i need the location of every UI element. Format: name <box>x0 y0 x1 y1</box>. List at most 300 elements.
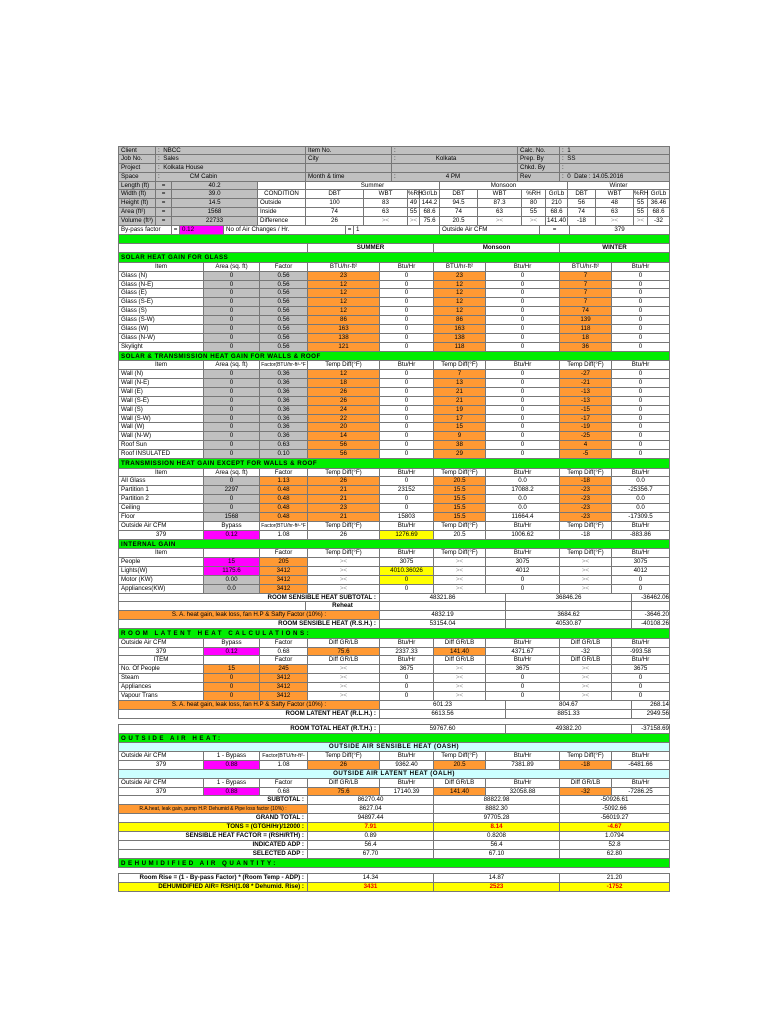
wall-row-cell[interactable]: 0 <box>204 441 260 449</box>
wall-row-cell[interactable]: 0.36 <box>260 423 308 431</box>
wall-row-cell[interactable]: 13 <box>434 379 486 387</box>
wall-row-cell[interactable]: 0.36 <box>260 388 308 396</box>
glass-row-cell[interactable]: 0.56 <box>260 307 308 315</box>
glass-row-cell[interactable]: 74 <box>560 307 612 315</box>
internal-row-cell: 3075 <box>380 558 434 566</box>
wall-row-cell: 0 <box>486 415 560 423</box>
wall-row-cell[interactable]: -21 <box>560 379 612 387</box>
trans-row-cell: Partition 1 <box>118 486 204 494</box>
internal-row-cell: >< <box>434 576 486 584</box>
glass-row-cell[interactable]: 18 <box>560 334 612 342</box>
wall-row-cell[interactable]: 15 <box>434 423 486 431</box>
trans-row-cell[interactable]: 1568 <box>204 513 260 521</box>
wall-row-cell[interactable]: 0.36 <box>260 397 308 405</box>
wall-row-cell[interactable]: 14 <box>308 432 380 440</box>
latent-row-cell: 0 <box>486 692 560 700</box>
wall-row-cell[interactable]: 56 <box>308 441 380 449</box>
wall-row-cell[interactable]: 0.36 <box>260 415 308 423</box>
glass-row-cell[interactable]: 7 <box>560 289 612 297</box>
internal-header-row: Item Factor Temp Diff(°F) Btu/Hr Temp Diff(°F) Btu/Hr Temp Diff(°F) Btu/Hr <box>118 549 670 558</box>
selected-adp-row: SELECTED ADP : 67.70 67.10 62.80 <box>118 850 670 859</box>
internal-row-cell: Appliances(KW) <box>118 585 204 593</box>
glass-row-cell: 0 <box>486 343 560 351</box>
latent-row-cell: Steam <box>118 674 204 682</box>
trans-row-cell[interactable]: 0 <box>204 495 260 503</box>
dehum-section-title: DEHUMIDIFIED AIR QUANTITY: <box>118 859 670 869</box>
wall-row-cell[interactable]: -15 <box>560 406 612 414</box>
trans-oa-header-row: Outside Air CFM Bypass Factor(BTU/hr-ft²-°F Temp Diff(°F) Btu/Hr Temp Diff(°F) Btu/Hr Temp Diff(°F) Btu/Hr <box>118 522 670 531</box>
indicated-adp-row: INDICATED ADP : 56.4 56.4 52.8 <box>118 841 670 850</box>
latent-row-cell[interactable]: 0 <box>204 674 260 682</box>
glass-row-cell[interactable]: 12 <box>308 307 380 315</box>
glass-row-cell[interactable]: 0 <box>204 316 260 324</box>
glass-row-cell[interactable]: 121 <box>308 343 380 351</box>
wall-row-cell[interactable]: 0 <box>204 415 260 423</box>
glass-row-cell: 0 <box>486 334 560 342</box>
glass-row-cell[interactable]: 139 <box>560 316 612 324</box>
latent-row-cell[interactable]: 0 <box>204 692 260 700</box>
internal-row-cell: 4010.36026 <box>380 567 434 575</box>
glass-row-cell[interactable]: 86 <box>308 316 380 324</box>
internal-row-cell[interactable]: 3412 <box>260 585 308 593</box>
wall-row-cell[interactable]: 22 <box>308 415 380 423</box>
internal-row-cell: >< <box>308 585 380 593</box>
glass-row-cell[interactable]: 12 <box>308 298 380 306</box>
wall-row-cell[interactable]: 0 <box>204 423 260 431</box>
internal-row <box>118 558 670 567</box>
trans-row <box>118 513 670 522</box>
wall-row-cell[interactable]: 0 <box>204 450 260 458</box>
wall-row-cell: Wall (N-E) <box>118 379 204 387</box>
trans-row-cell[interactable]: 0 <box>204 504 260 512</box>
latent-row-cell: 0 <box>380 674 434 682</box>
latent-row <box>118 665 670 674</box>
glass-row-cell[interactable]: 0.56 <box>260 272 308 280</box>
wall-row-cell[interactable]: 29 <box>434 450 486 458</box>
latent-row <box>118 692 670 701</box>
glass-row-cell: 0 <box>612 272 670 280</box>
glass-row-cell: 0 <box>612 307 670 315</box>
glass-row-cell: 0 <box>380 281 434 289</box>
wall-row-cell[interactable]: -19 <box>560 423 612 431</box>
wall-row-cell[interactable]: 21 <box>434 397 486 405</box>
glass-row-cell: Glass (S) <box>118 307 204 315</box>
glass-row-cell[interactable]: 12 <box>308 289 380 297</box>
trans-row-cell: 0.0 <box>486 504 560 512</box>
wall-row-cell: 0 <box>612 432 670 440</box>
wall-row-cell[interactable]: 0 <box>204 388 260 396</box>
glass-row-cell[interactable]: 0.56 <box>260 298 308 306</box>
glass-row-cell[interactable]: 0 <box>204 272 260 280</box>
wall-row-cell[interactable]: 26 <box>308 388 380 396</box>
trans-row-cell[interactable]: 20.5 <box>434 477 486 485</box>
wall-row-cell[interactable]: 18 <box>308 379 380 387</box>
latent-row-cell: >< <box>434 665 486 673</box>
glass-row-cell: 0 <box>612 316 670 324</box>
glass-row-cell[interactable]: 86 <box>434 316 486 324</box>
internal-section-title: INTERNAL GAIN <box>118 540 670 550</box>
wall-row-cell: 0 <box>486 388 560 396</box>
internal-row-cell: >< <box>560 576 612 584</box>
trans-row-cell[interactable]: -23 <box>560 495 612 503</box>
room-rise-row: Room Rise = (1 - By-pass Factor) * (Room Temp - ADP) : 14.34 14.87 21.20 <box>118 874 670 883</box>
trans-row-cell[interactable]: -23 <box>560 486 612 494</box>
wall-row-cell: Roof Sun <box>118 441 204 449</box>
wall-row-cell: 0 <box>612 450 670 458</box>
glass-row-cell[interactable]: 0 <box>204 289 260 297</box>
glass-row-cell[interactable]: 138 <box>434 334 486 342</box>
glass-row-cell: 0 <box>380 334 434 342</box>
latent-row-cell: Appliances <box>118 683 204 691</box>
bypass-factor-input[interactable]: 0.12 <box>180 226 224 234</box>
internal-row <box>118 585 670 594</box>
trans-row-cell[interactable]: 21 <box>308 513 380 521</box>
glass-row-cell[interactable]: 12 <box>308 281 380 289</box>
wall-row-cell[interactable]: 12 <box>308 370 380 378</box>
internal-row-cell: 0.00 <box>204 576 260 584</box>
glass-row-cell[interactable]: 0 <box>204 298 260 306</box>
internal-row-cell: People <box>118 558 204 566</box>
wall-row-cell[interactable]: 38 <box>434 441 486 449</box>
trans-row-cell[interactable]: 0 <box>204 477 260 485</box>
latent-row-cell: No. Of People <box>118 665 204 673</box>
trans-row-cell: Ceiling <box>118 504 204 512</box>
wall-row-cell[interactable]: 24 <box>308 406 380 414</box>
wall-row <box>118 388 670 397</box>
green-spacer <box>118 235 670 245</box>
wall-row-cell[interactable]: 0 <box>204 406 260 414</box>
month-time-value[interactable]: 4 PM <box>445 172 461 180</box>
wall-row-cell: 0 <box>612 415 670 423</box>
glass-row <box>118 334 670 343</box>
wall-row-cell[interactable]: 0 <box>204 379 260 387</box>
internal-row-cell: 0 <box>612 576 670 584</box>
glass-row-cell: Glass (S-E) <box>118 298 204 306</box>
trans-row-cell[interactable]: 0.48 <box>260 513 308 521</box>
latent-row-cell[interactable]: 3412 <box>260 692 308 700</box>
trans-row-cell[interactable]: 0.48 <box>260 486 308 494</box>
trans-row-cell: Floor <box>118 513 204 521</box>
header-row-space: Space : CM Cabin Month & time : 4 PM Rev : 0 Date : 14.05.2016 <box>118 173 670 182</box>
glass-row-cell: Glass (E) <box>118 289 204 297</box>
wall-row <box>118 432 670 441</box>
glass-row-cell[interactable]: 0.56 <box>260 334 308 342</box>
dehum-air-row: DEHUMIDIFIED AIR= RSH/(1.08 * Dehumid. Rise) : 3431 2523 -1752 <box>118 883 670 892</box>
wall-row-cell: 0 <box>612 388 670 396</box>
wall-row-cell: Wall (S) <box>118 406 204 414</box>
internal-row-cell: >< <box>434 585 486 593</box>
glass-row-cell: 0 <box>380 325 434 333</box>
latent-row-cell: 0 <box>486 674 560 682</box>
latent-row-cell: 0 <box>612 683 670 691</box>
trans-row-cell[interactable]: 26 <box>308 477 380 485</box>
wall-row <box>118 406 670 415</box>
walls-section-title: SOLAR & TRANSMISSION HEAT GAIN FOR WALLS & ROOF <box>118 352 670 362</box>
grand-total-row: GRAND TOTAL : 94897.44 97705.28 -56019.27 <box>118 814 670 823</box>
trans-row-cell[interactable]: 2297 <box>204 486 260 494</box>
wall-row-cell[interactable]: 0.36 <box>260 406 308 414</box>
latent-row-cell[interactable]: 3412 <box>260 683 308 691</box>
trans-row-cell: 0 <box>380 504 434 512</box>
rsh-subtotal-row: ROOM SENSIBLE HEAT SUBTOTAL : 48321.86 36846.26 -36462.06 <box>118 594 670 603</box>
space-value[interactable]: CM Cabin <box>189 172 218 180</box>
glass-row-cell[interactable]: 12 <box>434 289 486 297</box>
wall-row-cell: 0 <box>380 388 434 396</box>
latent-row-cell[interactable]: 3412 <box>260 674 308 682</box>
wall-row-cell: 0 <box>486 379 560 387</box>
trans-row <box>118 495 670 504</box>
air-changes-input[interactable]: 1 <box>354 226 440 234</box>
trans-row-cell[interactable]: -18 <box>560 477 612 485</box>
glass-row-cell[interactable]: 0 <box>204 325 260 333</box>
wall-row <box>118 441 670 450</box>
trans-row <box>118 486 670 495</box>
latent-oa-row: 379 0.12 0.68 75.6 2337.33 141.40 4371.67 -32 -993.58 <box>118 648 670 657</box>
latent-row-cell: >< <box>560 692 612 700</box>
glass-row-cell: 0 <box>380 298 434 306</box>
glass-row-cell: Skylight <box>118 343 204 351</box>
wall-row-cell[interactable]: 0.36 <box>260 432 308 440</box>
wall-row-cell[interactable]: 0.10 <box>260 450 308 458</box>
glass-row-cell[interactable]: 12 <box>434 298 486 306</box>
internal-row-cell: 1175.6 <box>204 567 260 575</box>
internal-row-cell[interactable]: 3412 <box>260 567 308 575</box>
internal-row-cell: 4012 <box>612 567 670 575</box>
glass-row-cell[interactable]: 7 <box>560 298 612 306</box>
glass-row <box>118 307 670 316</box>
glass-row-cell[interactable]: 163 <box>434 325 486 333</box>
wall-row-cell[interactable]: 19 <box>434 406 486 414</box>
wall-row-cell: Wall (N) <box>118 370 204 378</box>
internal-row-cell: Motor (KW) <box>118 576 204 584</box>
glass-row-cell: Glass (N-W) <box>118 334 204 342</box>
latent-row-cell: >< <box>308 665 380 673</box>
internal-row-cell: >< <box>308 567 380 575</box>
wall-row-cell: 0 <box>486 423 560 431</box>
rlh-total-row: ROOM LATENT HEAT (R.L.H.) : 6613.56 8851.33 2949.56 <box>118 710 670 719</box>
rsh-safety-row: S. A. heat gain, leak loss, fan H.P & Safty Factor (10%) : 4832.19 3684.62 -3646.20 <box>118 611 670 620</box>
wall-row-cell[interactable]: 21 <box>434 388 486 396</box>
glass-row <box>118 316 670 325</box>
job-no-value[interactable]: Sales <box>163 154 179 162</box>
internal-row-cell: >< <box>434 567 486 575</box>
wall-row <box>118 397 670 406</box>
trans-row-cell: 0.0 <box>486 477 560 485</box>
glass-row-cell[interactable]: 118 <box>560 325 612 333</box>
internal-row-cell: >< <box>308 576 380 584</box>
wall-row-cell[interactable]: 0.36 <box>260 379 308 387</box>
latent-row-cell: >< <box>434 674 486 682</box>
wall-row-cell[interactable]: -17 <box>560 415 612 423</box>
internal-row-cell[interactable]: 205 <box>260 558 308 566</box>
oalh-title-row: OUTSIDE AIR LATENT HEAT (OALH) <box>118 770 670 779</box>
glass-row-cell[interactable]: 118 <box>434 343 486 351</box>
wall-row-cell[interactable]: 0 <box>204 397 260 405</box>
wall-row-cell[interactable]: 4 <box>560 441 612 449</box>
wall-row-cell: 0 <box>486 406 560 414</box>
glass-row <box>118 325 670 334</box>
trans-row-cell[interactable]: 0.48 <box>260 504 308 512</box>
dims-row-volume: Volume (ft³) = 22733 Difference 26 >< >< 75.6 20.5 >< >< 141.40 -18 >< >< -32 <box>118 217 670 226</box>
wall-row-cell[interactable]: -5 <box>560 450 612 458</box>
wall-row-cell: 0 <box>380 370 434 378</box>
wall-row-cell[interactable]: -13 <box>560 397 612 405</box>
glass-row-cell[interactable]: 36 <box>560 343 612 351</box>
wall-row-cell: 0 <box>612 423 670 431</box>
wall-row-cell[interactable]: 7 <box>434 370 486 378</box>
glass-row-cell[interactable]: 0 <box>204 307 260 315</box>
glass-section-title: SOLAR HEAT GAIN FOR GLASS <box>118 253 670 263</box>
latent-row-cell: 0 <box>380 683 434 691</box>
wall-row-cell: 0 <box>380 423 434 431</box>
glass-row-cell: 0 <box>486 281 560 289</box>
wall-row-cell[interactable]: 0.63 <box>260 441 308 449</box>
glass-row-cell: 0 <box>612 334 670 342</box>
glass-row-cell[interactable]: 0.56 <box>260 343 308 351</box>
trans-row-cell[interactable]: 21 <box>308 495 380 503</box>
tons-row: TONS = (GTGH/Hr)/12000 : 7.91 8.14 -4.67 <box>118 823 670 832</box>
internal-row-cell: >< <box>308 558 380 566</box>
glass-row-cell: 0 <box>486 325 560 333</box>
wall-row-cell[interactable]: 9 <box>434 432 486 440</box>
glass-row-cell[interactable]: 12 <box>434 307 486 315</box>
project-value[interactable]: Kolkata House <box>163 163 204 171</box>
internal-row <box>118 576 670 585</box>
glass-row-cell: 0 <box>486 298 560 306</box>
oash-header-row: Outside Air CFM 1 - Bypass Factor(BTU/hr-ft²- Temp Diff(°F) Btu/Hr Temp Diff(°F) Btu/Hr Temp Diff(°F) Btu/Hr <box>118 752 670 761</box>
trans-row-cell[interactable]: 0.48 <box>260 495 308 503</box>
wall-row-cell: 0 <box>486 432 560 440</box>
wall-row-cell: 0 <box>612 370 670 378</box>
glass-row-cell: 0 <box>380 289 434 297</box>
oalh-header-row: Outside Air CFM 1 - Bypass Factor Diff GR/LB Btu/Hr Diff GR/LB Btu/Hr Diff GR/LB Btu/Hr <box>118 779 670 788</box>
latent-row-cell: 0 <box>486 683 560 691</box>
trans-row-cell[interactable]: 15.5 <box>434 495 486 503</box>
internal-row-cell: 0 <box>380 576 434 584</box>
latent-row-cell[interactable]: 245 <box>260 665 308 673</box>
wall-row-cell: Wall (N-W) <box>118 432 204 440</box>
wall-row-cell[interactable]: 20 <box>308 423 380 431</box>
glass-row-cell[interactable]: 0 <box>204 334 260 342</box>
wall-row-cell: 0 <box>612 441 670 449</box>
shf-row: SENSIBLE HEAT FACTOR = (RSH/RTH) : 0.89 0.8208 1.0794 <box>118 832 670 841</box>
internal-row-cell[interactable]: 3412 <box>260 576 308 584</box>
trans-row-cell[interactable]: 15.5 <box>434 513 486 521</box>
latent-row-cell: >< <box>560 665 612 673</box>
glass-row-cell: Glass (N) <box>118 272 204 280</box>
glass-row-cell: 0 <box>486 316 560 324</box>
glass-row-cell[interactable]: 7 <box>560 272 612 280</box>
latent-row-cell[interactable]: 0 <box>204 683 260 691</box>
internal-row-cell: 3075 <box>612 558 670 566</box>
trans-row-cell[interactable]: -23 <box>560 504 612 512</box>
internal-row-cell: 0 <box>486 576 560 584</box>
prep-by-value[interactable]: SS <box>567 154 576 162</box>
glass-row-cell[interactable]: 12 <box>434 281 486 289</box>
glass-row-cell: 0 <box>612 325 670 333</box>
glass-row <box>118 281 670 290</box>
oa-safety-row: R.A.heat, leak gain, pump H.P. Dehumid & Pipe loss factor (10%) : 8627.04 8882.30 -5092.66 <box>118 805 670 814</box>
wall-row-cell[interactable]: 26 <box>308 397 380 405</box>
wall-row-cell: 0 <box>380 441 434 449</box>
glass-row-cell[interactable]: 23 <box>308 272 380 280</box>
wall-row-cell[interactable]: -27 <box>560 370 612 378</box>
wall-row-cell: 0 <box>380 406 434 414</box>
trans-section-title: TRANSMISSION HEAT GAIN EXCEPT FOR WALLS & ROOF <box>118 459 670 469</box>
glass-row-cell[interactable]: 0 <box>204 343 260 351</box>
trans-row-cell[interactable]: 15.5 <box>434 504 486 512</box>
latent-header-row: ITEM Factor Diff GR/LB Btu/Hr Diff GR/LB Btu/Hr Diff GR/LB Btu/Hr <box>118 656 670 665</box>
trans-row-cell: 23152 <box>380 486 434 494</box>
wall-row-cell[interactable]: 0 <box>204 432 260 440</box>
dims-row-area: Area (ft²) = 1568 Inside 74 63 55 68.6 74 63 55 68.6 74 63 55 68.6 <box>118 208 670 217</box>
glass-row-cell[interactable]: 7 <box>560 281 612 289</box>
wall-row-cell[interactable]: -25 <box>560 432 612 440</box>
client-value[interactable]: NBCC <box>163 147 181 154</box>
latent-section-title: ROOM LATENT HEAT CALCULATIONS: <box>118 629 670 639</box>
glass-row <box>118 289 670 298</box>
latent-row-cell: 3675 <box>380 665 434 673</box>
latent-row-cell: Vapour Trans <box>118 692 204 700</box>
glass-row-cell[interactable]: 0 <box>204 281 260 289</box>
glass-row-cell[interactable]: 0.56 <box>260 325 308 333</box>
latent-row-cell: >< <box>308 683 380 691</box>
wall-row-cell[interactable]: 0 <box>204 370 260 378</box>
glass-row <box>118 272 670 281</box>
dims-row-width: Width (ft) = 39.0 CONDITION DBT WBT %RH Gr/Lb DBT WBT %RH Gr/Lb DBT WBT %RH Gr/Lb <box>118 190 670 199</box>
wall-row <box>118 450 670 459</box>
glass-row-cell[interactable]: 23 <box>434 272 486 280</box>
trans-row-cell[interactable]: 21 <box>308 486 380 494</box>
glass-row-cell: 0 <box>380 343 434 351</box>
glass-row-cell[interactable]: 0.56 <box>260 316 308 324</box>
wall-row <box>118 370 670 379</box>
trans-row-cell[interactable]: -23 <box>560 513 612 521</box>
trans-row-cell[interactable]: 15.5 <box>434 486 486 494</box>
wall-row-cell[interactable]: 0.36 <box>260 370 308 378</box>
glass-header-row: Item Area (sq. ft) Factor BTU/hr-ft² Btu/Hr BTU/hr-ft² Btu/Hr BTU/hr-ft² Btu/Hr <box>118 263 670 272</box>
glass-row-cell: Glass (W) <box>118 325 204 333</box>
latent-row-cell: 0 <box>612 674 670 682</box>
header-row-job: Job No. : Sales City : Kolkata Prep. By : SS <box>118 155 670 164</box>
oa-subtotal-row: SUBTOTAL : 86270.40 88822.98 -50926.61 <box>118 796 670 805</box>
internal-row-cell: 0 <box>486 585 560 593</box>
trans-row-cell: 0.0 <box>612 477 670 485</box>
walls-header-row: Item Area (sq. ft) Factor(BTU/hr-ft²-°F Temp Diff(°F) Btu/Hr Temp Diff(°F) Btu/Hr Temp Diff(°F) Btu/Hr <box>118 361 670 370</box>
glass-row-cell[interactable]: 163 <box>308 325 380 333</box>
glass-row-cell[interactable]: 138 <box>308 334 380 342</box>
calc-no-value[interactable]: 1 <box>567 147 571 154</box>
internal-row-cell: >< <box>434 558 486 566</box>
wall-row-cell[interactable]: -13 <box>560 388 612 396</box>
wall-row-cell: Wall (S-E) <box>118 397 204 405</box>
glass-row-cell[interactable]: 0.56 <box>260 289 308 297</box>
latent-row <box>118 674 670 683</box>
internal-row-cell: 0 <box>612 585 670 593</box>
latent-row-cell: 3675 <box>486 665 560 673</box>
glass-row-cell[interactable]: 0.56 <box>260 281 308 289</box>
latent-row-cell[interactable]: 15 <box>204 665 260 673</box>
wall-row-cell[interactable]: 17 <box>434 415 486 423</box>
latent-row-cell: 3675 <box>612 665 670 673</box>
trans-row-cell[interactable]: 1.13 <box>260 477 308 485</box>
trans-row-cell[interactable]: 23 <box>308 504 380 512</box>
wall-row-cell: 0 <box>380 450 434 458</box>
wall-row-cell[interactable]: 56 <box>308 450 380 458</box>
date-value[interactable]: 14.05.2016 <box>592 172 624 180</box>
latent-row-cell: >< <box>560 683 612 691</box>
city-value[interactable]: Kolkata <box>435 154 457 162</box>
